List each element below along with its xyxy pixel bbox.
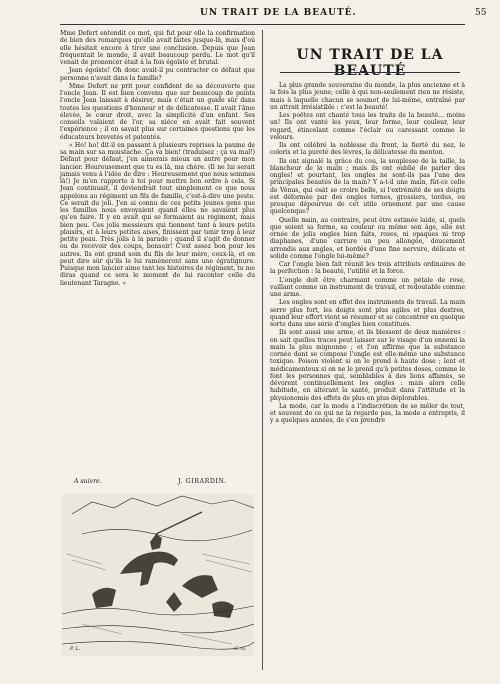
running-head xyxy=(0,8,500,24)
left-paragraph: « Ho! ho! dit-il en passant à plusieurs reprises la paume de sa main sur sa moustache. Ça va bien! (traduisez : ça va mal!) Défaut pour défaut, j'en aimerais mieux un autre pour mon lancier. Heureusement que tu es là, ma chère. (Il ne lui serait jamais venu à l'idée de dire : Heureusement que nous sommes là!) Je m'en rapporte à toi pour mettre bon ordre à cela. Si Jean continuait, il deviendrait tout simplement ce que nous appelons au régiment un fils de famille, c'est-à-dire une peste. Ce serait du joli. J'en ai connu de ces petits jeunes gens que les familles nous envoyaient quand elles ne savaient plus qu'en faire. Il y en avait qui se formaient au régiment, mais bien peu. Ces jolis messieurs qui tiennent tant à leurs petits plaisirs, et à leurs petites aises, finissent par tenir trop à leur petite peau. Très jolis à la parade ; quand il s'agit de donner ou de recevoir des coups, bonsoir! C'est assez bon pour les autres. Ils ont grand soin du fils de leur mère, ceux-là, et on peut dire sûr qu'ils le lui ramèneront sans une égratignure. Puisque mon lancier aime tant les histoires de régiment, tu me diras quand ce sera le moment de lui raconter celle du lieutenant Taragne. » xyxy=(60,141,255,287)
article-paragraph: La plus grande souveraine du monde, la plus ancienne et à la fois la plus jeune; celle à qui non-seulement rien ne résiste, mais à laquelle chacun se soumet de lui-même, entraîné par un attrait irrésistible : c'est la beauté! xyxy=(270,82,465,111)
left-paragraph: Mme Defert ne prit pour confident de sa découverte que l'oncle Jean. Il est bien convenu que sur beaucoup de points l'oncle Jean laissait à désirer, mais c'était un guide sûr dans toutes les questions d'honneur et de délicatesse. Il avait l'âme élevée, le cœur droit, avec la simplicité d'un enfant. Ses conseils valaient de l'or, sa nièce en avait fait souvent l'expérience ; il en savait plus sur certaines questions que les éducateurs brevetés et patentés. xyxy=(60,82,255,141)
left-paragraph: Mme Defert entendit ce mot, qui fut pour elle la confirmation de bien des remarques qu'elle avait faites jusque-là, mais d'où elle hésitait encore à tirer une conclusion. Depuis que Jean fréquentait le monde, il avait beaucoup perdu. Le mot qu'il venait de prononcer était à la fois égoïste et brutal. xyxy=(60,30,255,66)
title-rule xyxy=(280,72,460,73)
article-paragraph: Ils ont célébré la noblesse du front, la fierté du nez, le coloris et la pureté des lèvres, la délicatesse du menton. xyxy=(270,142,465,157)
engraving-signature-right: C. G. xyxy=(234,646,247,652)
engraving-signature-left: P. L. xyxy=(70,646,81,652)
running-title: UN TRAIT DE LA BEAUTÉ. xyxy=(200,8,357,18)
article-paragraph: Car l'ongle bien fait réunit les trois attributs ordinaires de la perfection : la beauté, l'utilité et la force. xyxy=(270,261,465,276)
article-paragraph: Les ongles sont en effet des instruments de travail. La main serre plus fort, les doigts sont plus agiles et plus dextres, quand leur effort vient se résumer et se concentrer en quelque sorte dans une série d'ongles bien constitués. xyxy=(270,299,465,328)
article-title: UN TRAIT DE LA BEAUTÉ xyxy=(296,47,444,79)
article-paragraph: Ils ont signalé la grâce du cou, la souplesse de la taille, la blancheur de la main ; mais ils ont oublié de parler des ongles! et pourtant, les ongles ne sont-ils pas l'une des principales beautés de la main? Y a-t-il une main, fût-ce celle de Vénus, qui osât se croire belle, si l'extrémité de ses doigts est déformée par des ongles ternes, grossiers, tordus, ou presque dépourvue de cet utile ornement par une cause quelconque? xyxy=(270,157,465,216)
left-paragraph: Jean égoïste! Oh donc avait-il pu contracter ce défaut que personne n'avait dans la famille? xyxy=(60,67,255,82)
article-paragraph: L'ongle doit être charmant comme un pétale de rose, vaillant comme un instrument de travail, et redoutable comme une arme. xyxy=(270,276,465,298)
article-paragraph: Les poëtes ont chanté tous les traits de la beauté... moins un! Ils ont vanté les yeux, leur forme, leur couleur, leur regard, étincelant comme l'éclair ou caressant comme le velours. xyxy=(270,112,465,141)
left-column xyxy=(60,30,255,288)
article-paragraph: Ils sont aussi une arme, et ils blessent de deux manières : on sait quelles traces peut laisser sur le visage d'un ennemi la main la plus mignonne ; et l'on affirme que la substance cornée dont se compose l'ongle est elle-même une substance toxique. Poison violent si on le prend à haute dose ; lent et médicamenteux si on ne le prend qu'à petites doses, comme le font les personnes qui, semblables à des lions affamés, se dévorent continuellement les ongles : mais alors celle habitude, en altérant la santé, produit dans l'attitude et la physionomie des effets de plus en plus déplorables. xyxy=(270,329,465,402)
signoff xyxy=(60,478,255,488)
article-paragraph: Quelle main, au contraire, peut être estimée laide, si, quels que soient sa forme, sa couleur ou même son âge, elle est ornée de jolis ongles bien faits, roses, ni opaques ni trop diaphanes, d'une carrure un peu allongée, doucement arrondis aux angles, et bordés d'une fine nervure, délicate et solide comme l'ongle lui-même? xyxy=(270,216,465,260)
a-suivre: A suivre. xyxy=(74,478,102,485)
battle-engraving-illustration xyxy=(62,494,254,656)
article-paragraph: La mode, car la mode a l'indiscrétion de se mêler de tout, et souvent de ce qui ne la regarde pas, la mode a entrepris, il y a quelques années, de s'en prendre xyxy=(270,402,465,425)
page-number: 55 xyxy=(475,8,487,18)
author-signature: J. GIRARDIN. xyxy=(178,478,227,485)
right-column xyxy=(270,82,465,426)
header-rule xyxy=(60,24,465,25)
column-divider xyxy=(262,30,263,670)
